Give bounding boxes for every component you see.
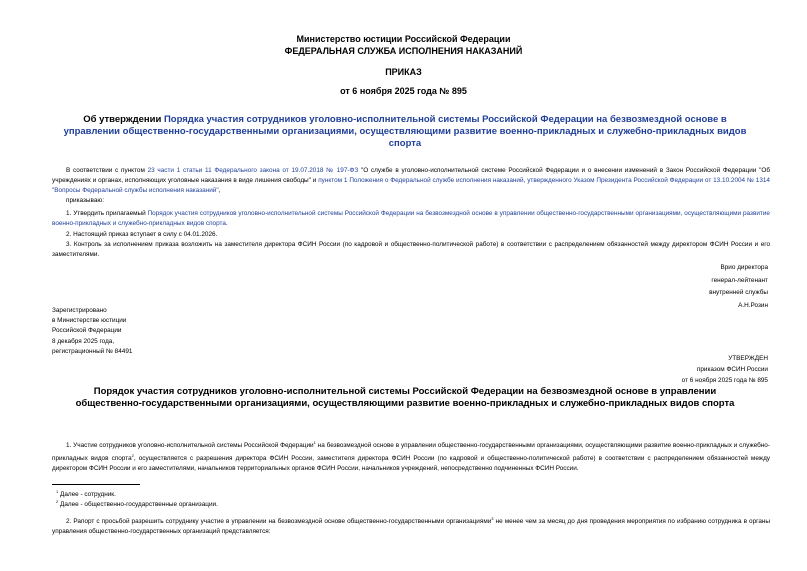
footnote-2 <box>56 497 218 510</box>
item-1-text: 1. Утвердить прилагаемый <box>66 210 148 217</box>
preamble-text: В соответствии с пунктом <box>66 167 148 174</box>
order-paragraph-1 <box>52 438 770 474</box>
order-text: не менее чем за месяц до дня проведения мероприятия по избранию сотрудника в органы управления общественно-государственных организаций представляется: <box>52 518 770 535</box>
document-title <box>60 114 750 150</box>
order-text: на безвозмездной основе в управлении общественно-государственными организациями, осуществляющими развитие военно-прикладных и служебно-прикладных видов спорта <box>52 442 770 463</box>
signature-line: внутренней службы <box>709 289 768 296</box>
document-type: ПРИКАЗ <box>385 67 422 77</box>
order-title: Порядок участия сотрудников уголовно-исполнительной системы Российской Федерации на безвозмездной основе в управлении общественно-государственными организациями, осуществляющими развитие военно-прикладных и служебно-прикладных видов спорта <box>75 386 735 409</box>
registration-line: 8 декабря 2025 года, <box>52 337 115 345</box>
ministry-name: Министерство юстиции Российской Федерации <box>296 34 511 44</box>
title-link[interactable]: Порядка участия сотрудников уголовно-исполнительной системы Российской Федерации на безвозмездной основе в управлении общественно-государственными организациями, осуществляющими развитие военно-прикладных и служебно-прикладных видов спорта <box>63 114 747 149</box>
footnote-ref[interactable]: 3 <box>491 516 494 521</box>
approved-line: УТВЕРЖДЕН <box>728 355 768 362</box>
document-date-number: от 6 ноября 2025 года № 895 <box>340 86 467 96</box>
item-1-text: . <box>225 219 228 227</box>
item-2: 2. Настоящий приказ вступает в силу с 04.01.2026. <box>66 231 218 238</box>
signature-line: генерал-лейтенант <box>711 276 768 284</box>
procedure-link[interactable]: Порядок участия сотрудников уголовно-исполнительной системы Российской Федерации на безвозмездной основе в управлении общественно-государственными организациями, осуществляющими развитие военно-прикладных и служебно-прикладных видов спорта <box>52 210 770 227</box>
approved-block <box>560 353 768 386</box>
signature-block <box>560 262 768 312</box>
item-3: 3. Контроль за исполнением приказа возложить на заместителя директора ФСИН России (по кадровой и общественно-политической работе) в соответствии с распределением обязанностей между директором ФСИН России и его заместителями. <box>52 241 770 258</box>
footnote-divider <box>52 484 140 485</box>
registration-block <box>52 306 312 357</box>
service-name: ФЕДЕРАЛЬНАЯ СЛУЖБА ИСПОЛНЕНИЯ НАКАЗАНИЙ <box>284 46 523 56</box>
preamble-text: , <box>218 186 221 194</box>
approved-line: от 6 ноября 2025 года № 895 <box>681 377 768 384</box>
title-prefix: Об утверждении <box>83 114 164 125</box>
footnote-number: 1 <box>56 489 59 494</box>
regulation-link[interactable]: пунктом 1 Положения о Федеральной службе исполнения наказаний, утвержденного Указом Президента Российской Федерации от 13.10.2004 № 1314 "Вопросы Федеральной службы исполнения наказаний" <box>52 176 770 194</box>
item-1 <box>52 209 770 229</box>
law-link[interactable]: 23 части 1 статьи 11 Федерального закона от 19.07.2018 № 197-ФЗ <box>147 167 359 174</box>
signature-name: А.Н.Розин <box>738 301 768 309</box>
footnote-ref[interactable]: 2 <box>131 452 134 458</box>
approved-line: приказом ФСИН России <box>696 366 768 373</box>
footnote-ref[interactable]: 1 <box>313 440 316 445</box>
order-text: 2. Рапорт с просьбой разрешить сотруднику участие в управлении на безвозмездной основе общественно-государственными организациями <box>66 518 492 526</box>
footnote-text: Далее - сотрудник. <box>58 491 116 499</box>
registration-line: Зарегистрировано <box>52 307 107 314</box>
registration-line: Российской Федерации <box>52 327 122 335</box>
signature-line: Врио директора <box>720 264 768 271</box>
preamble-paragraph <box>52 166 770 195</box>
order-text: , осуществляется с разрешения директора ФСИН России, заместителя директора ФСИН России (по кадровой и общественно-политической работе) в соответствии с распределением обязанностей между директором ФСИН России и его заместителями, начальников территориальных органов ФСИН России, начальников учреждений, непосредственно подчиненных ФСИН России. <box>52 455 771 472</box>
preamble-text: "О службе в уголовно-исполнительной системе Российской Федерации и о внесении изменений в Закон Российской Федерации "Об учреждениях и органах, исполняющих уголовные наказания в виде лишения свободы" и <box>52 167 770 184</box>
order-paragraph-2 <box>52 514 770 537</box>
footnote-text: Далее - общественно-государственные организации. <box>58 501 218 509</box>
registration-number: регистрационный № 84491 <box>52 347 133 355</box>
orders-line: приказываю: <box>66 197 104 204</box>
footnote-number: 2 <box>56 499 59 504</box>
registration-line: в Министерстве юстиции <box>52 317 127 325</box>
order-text: 1. Участие сотрудников уголовно-исполнительной системы Российской Федерации <box>66 442 314 450</box>
